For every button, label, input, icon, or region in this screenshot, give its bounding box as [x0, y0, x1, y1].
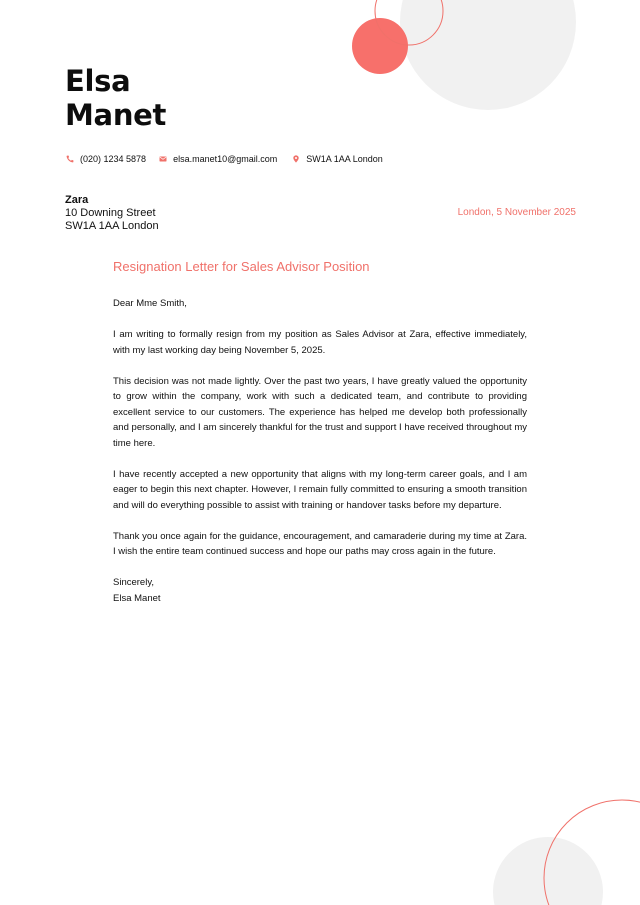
letter-date: London, 5 November 2025 — [457, 207, 576, 218]
letter-signature: Elsa Manet — [113, 592, 161, 604]
contact-bar — [66, 154, 396, 164]
last-name: Manet — [65, 98, 167, 132]
letter-paragraph: This decision was not made lightly. Over the past two years, I have greatly valued the opportunity to grow within the company, work with such a dedicated team, and contribute to providing excellent service to our customers. The experience has helped me develop both professionally and personally, and I am sincerely thankful for the trust and support I have received throughout my time here. — [113, 375, 527, 449]
letter-closing: Sincerely, — [113, 577, 155, 588]
decor-bottom — [480, 790, 640, 905]
decor-gray-circle-bottom — [493, 837, 603, 905]
contact-location — [292, 154, 383, 164]
phone-text: (020) 1234 5878 — [80, 154, 147, 164]
letter-paragraph: Thank you once again for the guidance, encouragement, and camaraderie during my time at Zara. I wish the entire team continued success and hope our paths may cross again in the future. — [113, 530, 527, 557]
recipient-city: SW1A 1AA London — [65, 220, 159, 232]
map-pin-icon — [292, 155, 300, 163]
decor-gray-circle-top — [400, 0, 576, 110]
letter-paragraph: I have recently accepted a new opportunity that aligns with my long-term career goals, and I am eager to begin this next chapter. However, I remain fully committed to ensuring a smooth transition and will do everything possible to assist with training or handover tasks before my departure. — [113, 468, 527, 511]
decor-red-circle-filled — [352, 18, 408, 74]
mail-icon — [159, 155, 167, 163]
first-name: Elsa — [65, 64, 131, 98]
contact-email — [159, 154, 277, 164]
location-text: SW1A 1AA London — [306, 154, 383, 164]
email-text: elsa.manet10@gmail.com — [173, 154, 278, 164]
applicant-name — [65, 64, 166, 132]
letter-greeting: Dear Mme Smith, — [113, 298, 187, 309]
letter-paragraph: I am writing to formally resign from my position as Sales Advisor at Zara, effective immediately, with my last working day being November 5, 2025. — [113, 329, 527, 356]
phone-icon — [66, 155, 74, 163]
contact-phone — [66, 154, 146, 164]
recipient-company: Zara — [65, 194, 89, 206]
recipient-address — [65, 194, 159, 233]
letter-body — [113, 296, 527, 606]
recipient-street: 10 Downing Street — [65, 207, 156, 219]
letter-subject: Resignation Letter for Sales Advisor Position — [113, 259, 370, 274]
